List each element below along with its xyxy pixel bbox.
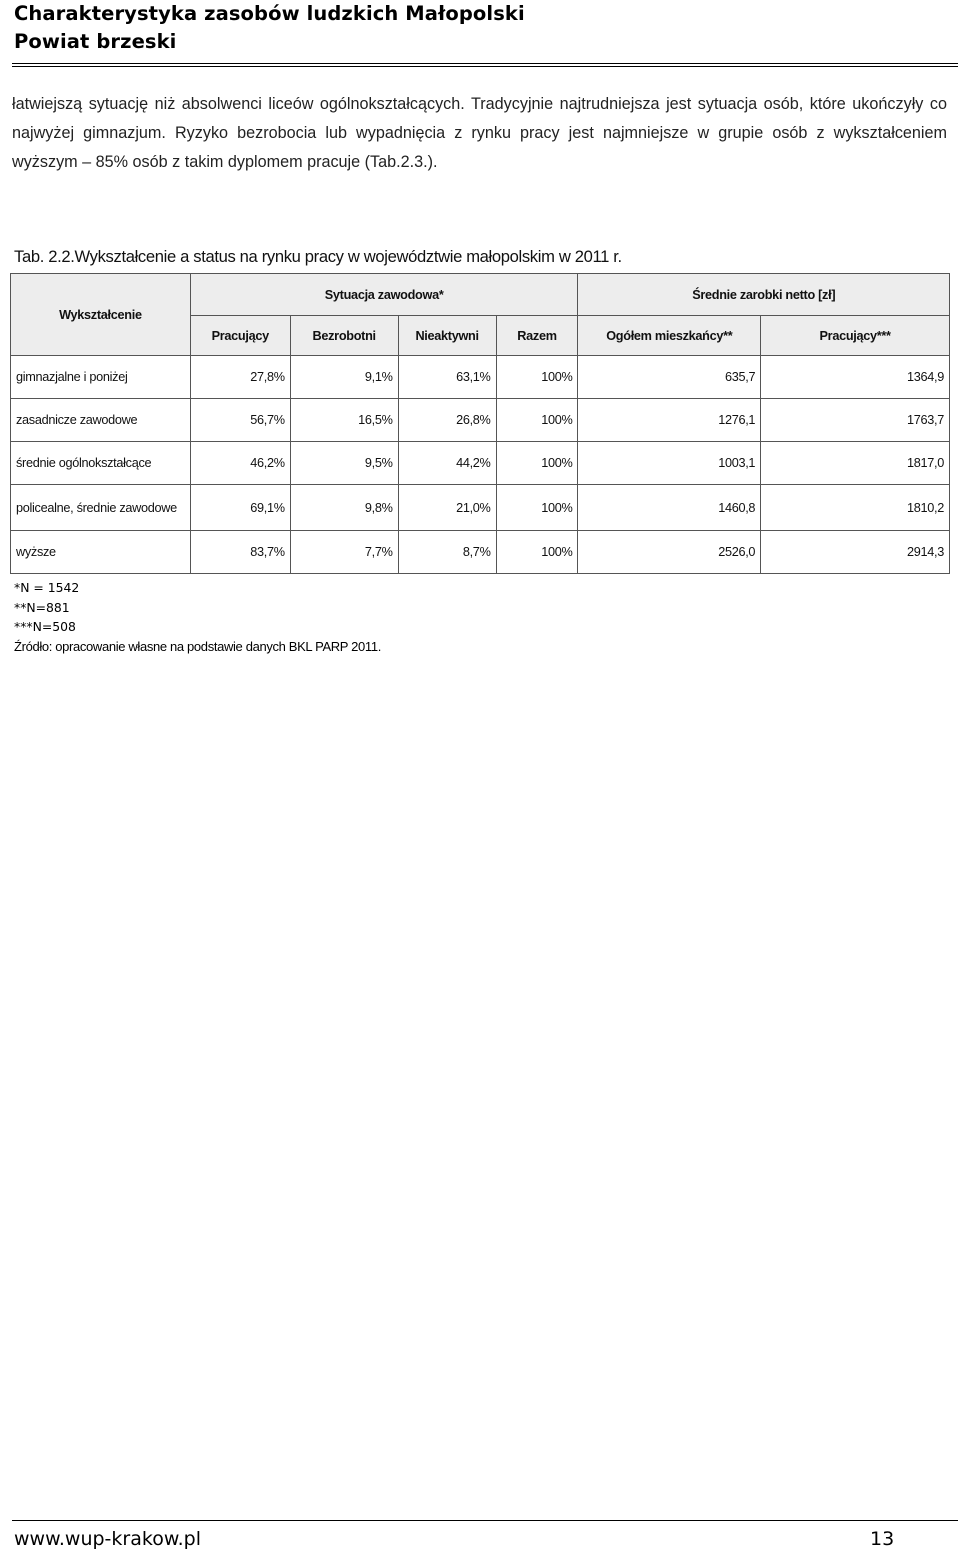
body-paragraph: łatwiejszą sytuację niż absolwenci liceów ogólnokształcących. Tradycyjnie najtrudniejsza jest sytuacja osób, które ukończyły co najwyżej gimnazjum. Ryzyko bezrobocia lub wypadnięcia z rynku pracy jest najmniejsze w grupie osób z wykształceniem wyższym – 85% osób z takim dyplomem pracuje (Tab.2.3.). — [12, 95, 947, 171]
header-total: Razem — [496, 316, 578, 356]
row-label: zasadnicze zawodowe — [11, 399, 191, 442]
table-row — [11, 356, 950, 399]
row-label: policealne, średnie zawodowe — [11, 485, 191, 531]
table-row — [11, 442, 950, 485]
cell-inactive: 63,1% — [398, 356, 496, 399]
table-row — [11, 485, 950, 531]
cell-all-residents: 1003,1 — [578, 442, 761, 485]
page-header — [14, 0, 954, 56]
cell-unemployed: 7,7% — [290, 531, 398, 574]
cell-inactive: 8,7% — [398, 531, 496, 574]
cell-unemployed: 9,8% — [290, 485, 398, 531]
header-unemployed: Bezrobotni — [290, 316, 398, 356]
header-divider — [12, 63, 958, 67]
cell-all-residents: 1460,8 — [578, 485, 761, 531]
cell-working-earnings: 2914,3 — [761, 531, 950, 574]
table-header-row-1 — [11, 274, 950, 316]
cell-total: 100% — [496, 531, 578, 574]
note-n2: **N=881 — [14, 599, 70, 615]
body-text — [12, 90, 947, 177]
cell-inactive: 21,0% — [398, 485, 496, 531]
header-title: Charakterystyka zasobów ludzkich Małopolski — [14, 2, 525, 25]
cell-total: 100% — [496, 485, 578, 531]
cell-working-earnings: 1364,9 — [761, 356, 950, 399]
cell-working: 46,2% — [190, 442, 290, 485]
cell-inactive: 26,8% — [398, 399, 496, 442]
header-group-status: Sytuacja zawodowa* — [190, 274, 578, 316]
page-number: 13 — [870, 1528, 895, 1550]
footer-url: www.wup-krakow.pl — [14, 1528, 201, 1550]
cell-all-residents: 1276,1 — [578, 399, 761, 442]
note-n1: *N = 1542 — [14, 580, 80, 595]
table-notes — [14, 578, 381, 656]
cell-total: 100% — [496, 399, 578, 442]
cell-working-earnings: 1817,0 — [761, 442, 950, 485]
table-row — [11, 399, 950, 442]
table-caption: Tab. 2.2.Wykształcenie a status na rynku pracy w województwie małopolskim w 2011 r. — [14, 247, 622, 266]
cell-unemployed: 9,5% — [290, 442, 398, 485]
cell-working: 69,1% — [190, 485, 290, 531]
header-education: Wykształcenie — [11, 274, 191, 356]
education-status-table — [10, 273, 950, 574]
cell-working: 83,7% — [190, 531, 290, 574]
header-group-earnings: Średnie zarobki netto [zł] — [578, 274, 950, 316]
cell-total: 100% — [496, 356, 578, 399]
cell-all-residents: 635,7 — [578, 356, 761, 399]
table-row — [11, 531, 950, 574]
note-n3: ***N=508 — [14, 619, 76, 634]
row-label: wyższe — [11, 531, 191, 574]
header-working-earnings: Pracujący*** — [761, 316, 950, 356]
cell-working-earnings: 1763,7 — [761, 399, 950, 442]
row-label: średnie ogólnokształcące — [11, 442, 191, 485]
header-all-residents: Ogółem mieszkańcy** — [578, 316, 761, 356]
row-label: gimnazjalne i poniżej — [11, 356, 191, 399]
header-inactive: Nieaktywni — [398, 316, 496, 356]
header-working: Pracujący — [190, 316, 290, 356]
source-note: Źródło: opracowanie własne na podstawie danych BKL PARP 2011. — [14, 638, 381, 654]
cell-total: 100% — [496, 442, 578, 485]
cell-inactive: 44,2% — [398, 442, 496, 485]
header-subtitle: Powiat brzeski — [14, 30, 177, 53]
footer-divider — [12, 1520, 958, 1521]
cell-working-earnings: 1810,2 — [761, 485, 950, 531]
cell-working: 27,8% — [190, 356, 290, 399]
cell-all-residents: 2526,0 — [578, 531, 761, 574]
cell-working: 56,7% — [190, 399, 290, 442]
cell-unemployed: 16,5% — [290, 399, 398, 442]
cell-unemployed: 9,1% — [290, 356, 398, 399]
